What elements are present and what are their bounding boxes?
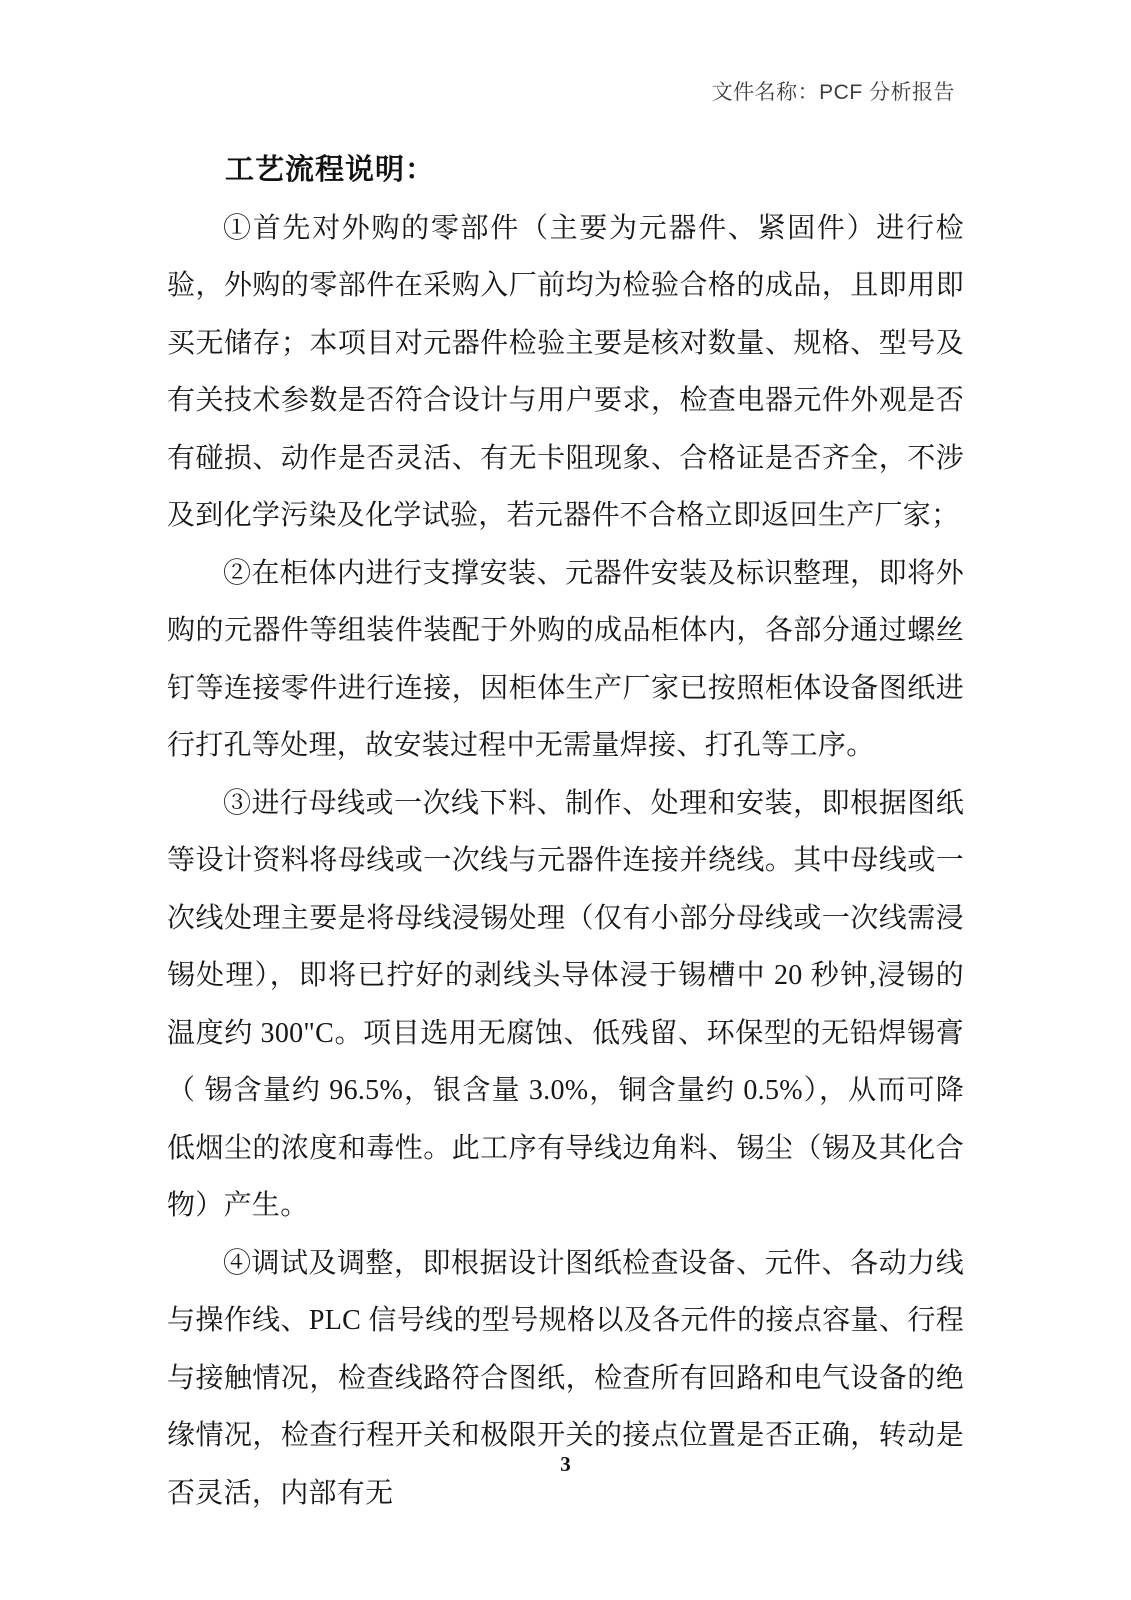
section-title: 工艺流程说明：	[225, 154, 436, 186]
page-header	[0, 80, 955, 106]
paragraph-step-2: ②在柜体内进行支撑安装、元器件安装及标识整理，即将外购的元器件等组装件装配于外购的成品柜体内，各部分通过螺丝钉等连接零件进行连接，因柜体生产厂家已按照柜体设备图纸进行打孔等处理，故安装过程中无需量焊接、打孔等工序。	[167, 557, 964, 761]
file-name-label: 文件名称：PCF 分析报告	[711, 81, 955, 104]
page-footer	[0, 1452, 1131, 1477]
paragraph-step-3: ③进行母线或一次线下料、制作、处理和安装，即根据图纸等设计资料将母线或一次线与元器件连接并绕线。其中母线或一次线处理主要是将母线浸锡处理（仅有小部分母线或一次线需浸锡处理），即将已拧好的剥线头导体浸于锡槽中 20 秒钟,浸锡的温度约 300"C。项目选用无腐蚀、低残留、环保型的无铅焊锡膏（ 锡含量约 96.5%，银含量 3.0%，铜含量约 0.5%），从而可降低烟尘的浓度和毒性。此工序有导线边角料、锡尘（锡及其化合物）产生。	[167, 787, 964, 1221]
paragraph-step-4: ④调试及调整，即根据设计图纸检查设备、元件、各动力线与操作线、PLC 信号线的型号规格以及各元件的接点容量、行程与接触情况，检查线路符合图纸，检查所有回路和电气设备的绝缘情况，检查行程开关和极限开关的接点位置是否正确，转动是否灵活，内部有无	[167, 1247, 964, 1509]
paragraph-step-1: ①首先对外购的零部件（主要为元器件、紧固件）进行检验，外购的零部件在采购入厂前均为检验合格的成品，且即用即买无储存；本项目对元器件检验主要是核对数量、规格、型号及有关技术参数是否符合设计与用户要求，检查电器元件外观是否有碰损、动作是否灵活、有无卡阻现象、合格证是否齐全，不涉及到化学污染及化学试验，若元器件不合格立即返回生产厂家；	[167, 212, 964, 531]
document-body	[167, 142, 964, 1522]
page-number: 3	[560, 1452, 571, 1476]
